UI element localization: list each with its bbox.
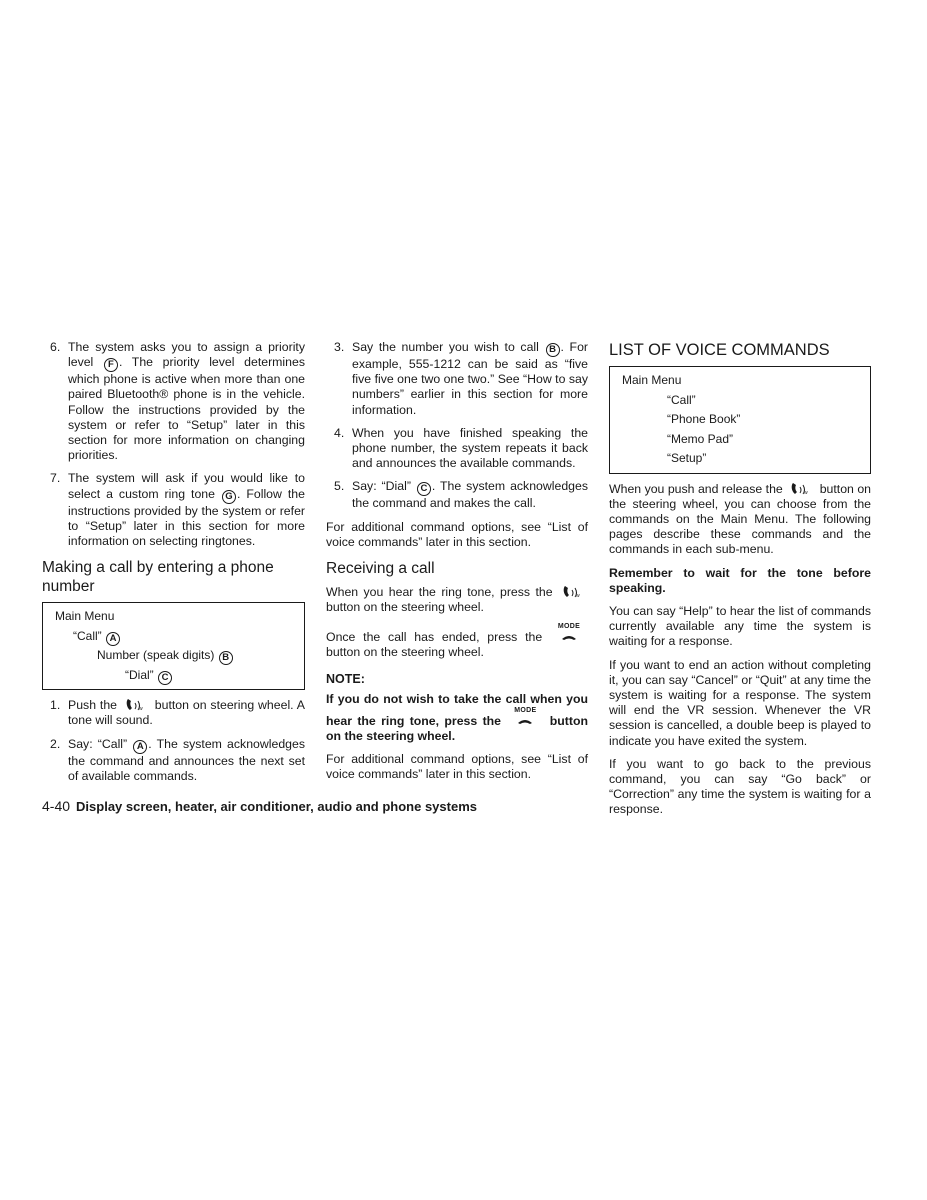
menu-item-call: “Call”: [667, 392, 696, 407]
menu-diagram-call: [42, 602, 305, 690]
menu-item-call: “Call” A: [55, 627, 294, 647]
menu-title: Main Menu: [55, 609, 115, 624]
callout-b: B: [219, 651, 233, 665]
list-item: 6. The system asks you to assign a priority level F . The priority level determines which phone is active when more than one paired Bluetooth® phone is in the vehicle. Follow the instructions provided by the system or refer to “Setup” later in this section for more information on changing priorities.: [50, 340, 305, 463]
list-item: 3. Say the number you wish to call B . For example, 555-1212 can be said as “five five five one two one two.” See “How to say numbers” earlier in this section for more information.: [334, 340, 589, 417]
list-item: 4. When you have finished speaking the phone number, the system repeats it back and announces the available commands.: [334, 425, 588, 471]
list-item: 7. The system will ask if you would like to select a custom ring tone G . Follow the instructions provided by the system or refer to “Setup” later in this section for more information on selecting ringtones.: [50, 471, 305, 549]
list-item: 1. Push the w button on steering wheel. A tone will sound.: [50, 698, 306, 728]
paragraph: For additional command options, see “List of voice commands” later in this section.: [326, 752, 588, 782]
paragraph: If you want to end an action without completing it, you can say “Cancel” or “Quit” at any time the system is waiting for a response. The system will end the VR session. Whenever the VR session is cancelled, a double beep is played to indicate you have exited the system.: [609, 657, 871, 748]
section-heading-making-call: Making a call by entering a phone number: [42, 559, 274, 595]
svg-text:w: w: [804, 489, 808, 495]
paragraph: You can say “Help” to hear the list of commands currently available any time the system is waiting for a response.: [609, 603, 871, 649]
section-title: Display screen, heater, air conditioner, audio and phone systems: [76, 799, 477, 814]
menu-title: Main Menu: [622, 373, 682, 387]
menu-item-memo-pad: “Memo Pad”: [667, 431, 734, 446]
page-footer: [42, 798, 477, 814]
talk-phone-icon: [125, 698, 147, 711]
menu-item-setup: “Setup”: [667, 451, 707, 465]
menu-item-dial: “Dial” C: [55, 666, 294, 686]
callout-c: C: [417, 482, 431, 496]
column-2: [326, 340, 588, 791]
priority-steps-list: [42, 340, 305, 549]
section-heading-receiving-call: Receiving a call: [326, 560, 435, 578]
callout-g: G: [222, 490, 236, 504]
dial-steps-list: [326, 340, 588, 512]
menu-item-phone-book: “Phone Book”: [667, 412, 741, 426]
paragraph: When you hear the ring tone, press the w button on the steering wheel.: [326, 585, 588, 615]
callout-f: F: [104, 358, 118, 372]
call-steps-list: [42, 698, 305, 784]
menu-item-number: Number (speak digits) B: [55, 646, 294, 666]
callout-c: C: [158, 671, 172, 685]
talk-phone-icon: [562, 585, 584, 598]
paragraph: Once the call has ended, press the MODE button on the steering wheel.: [326, 623, 588, 660]
column-1: [42, 340, 305, 792]
mode-hangup-icon: MODE: [554, 623, 584, 637]
note-text: If you do not wish to take the call when you hear the ring tone, press the MODE button on the steering wheel.: [326, 691, 588, 743]
paragraph: For additional command options, see “List of voice commands” later in this section.: [326, 519, 588, 549]
mode-hangup-icon: MODE: [510, 707, 540, 721]
list-item: 5. Say: “Dial” C . The system acknowledges the command and makes the call.: [334, 479, 589, 511]
callout-a: A: [133, 740, 147, 754]
list-item: 2. Say: “Call” A . The system acknowledges the command and announces the next set of available commands.: [50, 736, 305, 783]
page-number: 4-40: [42, 798, 71, 814]
section-heading-voice-commands: LIST OF VOICE COMMANDS: [609, 341, 830, 359]
svg-text:w: w: [576, 592, 580, 598]
menu-diagram-main: [609, 366, 871, 474]
callout-b: B: [546, 343, 560, 357]
paragraph-emphasis: Remember to wait for the tone before speaking.: [609, 565, 871, 595]
paragraph: If you want to go back to the previous command, you can say “Go back” or “Correction” any time the system is waiting for a response.: [609, 756, 871, 817]
paragraph: When you push and release the w button on the steering wheel, you can choose from the commands on the Main Menu. The following pages describe these commands and the commands in each sub-menu.: [609, 481, 871, 557]
svg-text:w: w: [138, 706, 143, 712]
column-3: [609, 340, 871, 826]
talk-phone-icon: [790, 482, 812, 495]
callout-a: A: [106, 632, 120, 646]
note-title: NOTE:: [326, 672, 365, 687]
